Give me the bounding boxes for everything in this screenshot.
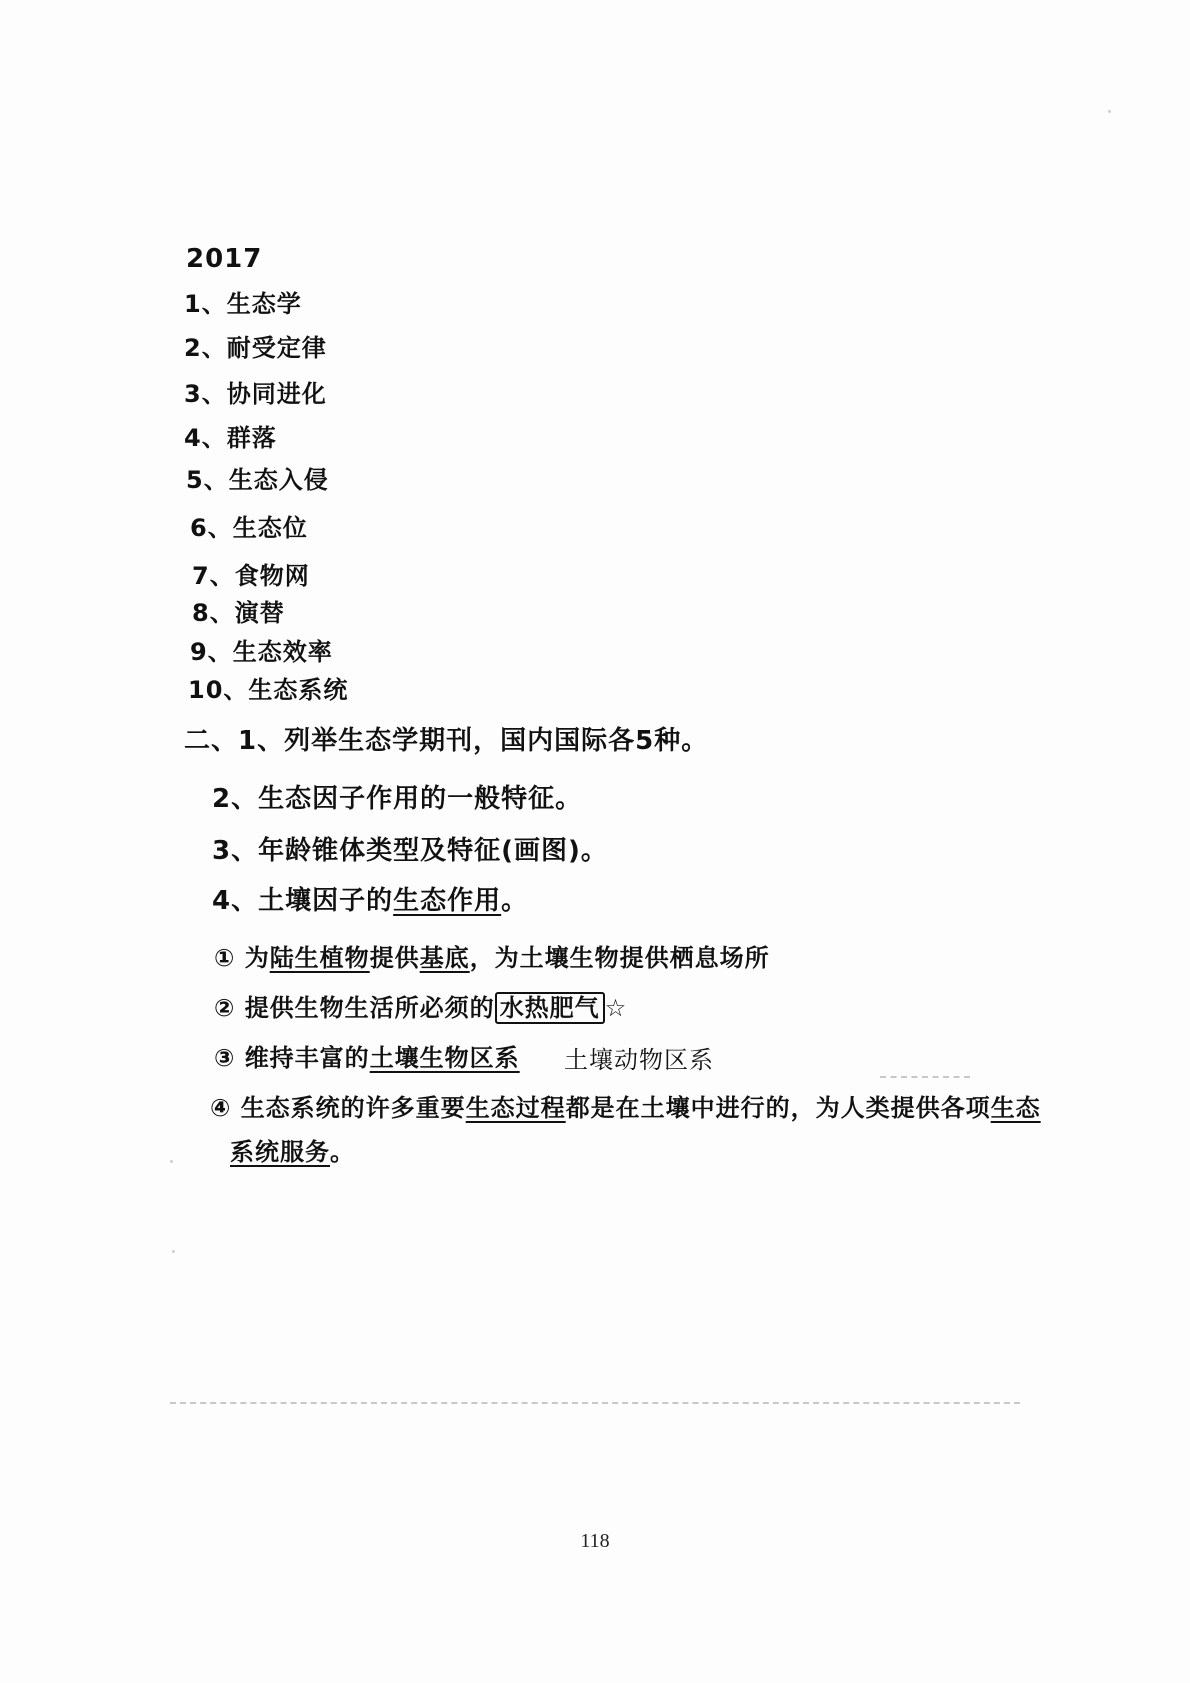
term-item bbox=[190, 632, 333, 667]
term-text: 协同进化 bbox=[226, 380, 327, 408]
scan-dash-line bbox=[170, 1402, 1020, 1404]
scan-speck bbox=[170, 1160, 173, 1163]
answer-text: ，为土壤生物提供栖息场所 bbox=[469, 944, 770, 972]
question-text: 土壤因子的 bbox=[258, 886, 394, 916]
answer-text: 提供生物生活所必须的 bbox=[244, 994, 495, 1022]
underlined-phrase: 土壤生物区系 bbox=[369, 1044, 520, 1072]
answer-item bbox=[214, 988, 627, 1023]
term-item bbox=[184, 328, 327, 363]
answer-number: ② bbox=[214, 994, 236, 1022]
underlined-phrase: 陆生植物 bbox=[269, 944, 370, 972]
answer-text: 都是在土壤中进行的，为人类提供各项 bbox=[565, 1094, 991, 1122]
underlined-phrase: 基底 bbox=[419, 944, 470, 972]
answer-text: 提供 bbox=[369, 944, 420, 972]
term-text: 耐受定律 bbox=[226, 334, 327, 362]
answer-number: ① bbox=[214, 944, 236, 972]
answer-number: ④ bbox=[210, 1094, 232, 1122]
question-number: 3、 bbox=[212, 836, 259, 866]
star-icon: ☆ bbox=[604, 994, 628, 1022]
answer-text: 维持丰富的 bbox=[244, 1044, 370, 1072]
term-text: 生态系统 bbox=[248, 676, 349, 704]
term-number: 9、 bbox=[190, 638, 233, 666]
answer-text: 。 bbox=[330, 1138, 355, 1166]
term-number: 7、 bbox=[192, 562, 235, 590]
term-item bbox=[184, 418, 277, 453]
answer-text: 生态系统的许多重要 bbox=[240, 1094, 466, 1122]
answer-number: ③ bbox=[214, 1044, 236, 1072]
answer-item bbox=[214, 1038, 520, 1073]
question-number: 2、 bbox=[212, 784, 259, 814]
term-number: 2、 bbox=[184, 334, 227, 362]
term-item bbox=[184, 284, 302, 319]
question-item bbox=[212, 830, 608, 867]
underlined-phrase: 生态作用 bbox=[393, 886, 502, 916]
term-number: 3、 bbox=[184, 380, 227, 408]
term-item bbox=[190, 508, 308, 543]
scan-speck bbox=[172, 1250, 175, 1253]
question-text: 列举生态学期刊，国内国际各5种。 bbox=[284, 726, 709, 756]
term-text: 生态位 bbox=[232, 514, 308, 542]
term-item bbox=[192, 593, 285, 628]
question-text: 。 bbox=[501, 886, 529, 916]
term-text: 生态入侵 bbox=[228, 466, 329, 494]
term-item bbox=[184, 374, 327, 409]
term-text: 食物网 bbox=[234, 562, 310, 590]
boxed-phrase: 水热肥气 bbox=[495, 992, 605, 1024]
question-text: 生态因子作用的一般特征。 bbox=[258, 784, 583, 814]
underlined-phrase: 系统服务 bbox=[230, 1138, 330, 1166]
year-heading: 2017 bbox=[186, 244, 263, 274]
term-number: 4、 bbox=[184, 424, 227, 452]
term-item bbox=[192, 556, 310, 591]
section-marker: 二、 bbox=[184, 726, 239, 756]
side-note: 土壤动物区系 bbox=[564, 1046, 714, 1074]
term-text: 群落 bbox=[226, 424, 277, 452]
term-item bbox=[186, 460, 329, 495]
page-number: 118 bbox=[580, 1530, 610, 1552]
answer-item bbox=[210, 1088, 1041, 1123]
term-text: 生态效率 bbox=[232, 638, 333, 666]
underlined-phrase: 生态 bbox=[990, 1094, 1041, 1122]
question-number: 1、 bbox=[238, 726, 285, 756]
term-number: 10、 bbox=[188, 676, 249, 704]
scan-dash-line bbox=[880, 1076, 970, 1078]
question-text: 年龄锥体类型及特征(画图)。 bbox=[258, 836, 608, 866]
term-number: 1、 bbox=[184, 290, 227, 318]
term-number: 6、 bbox=[190, 514, 233, 542]
question-item bbox=[212, 778, 582, 815]
underlined-phrase: 生态过程 bbox=[465, 1094, 566, 1122]
scan-speck bbox=[1108, 110, 1111, 113]
question-number: 4、 bbox=[212, 886, 259, 916]
question-item bbox=[212, 880, 528, 917]
answer-text: 为 bbox=[244, 944, 270, 972]
question-item bbox=[184, 720, 708, 757]
term-number: 5、 bbox=[186, 466, 229, 494]
term-number: 8、 bbox=[192, 599, 235, 627]
term-item bbox=[188, 670, 348, 705]
term-text: 生态学 bbox=[226, 290, 302, 318]
answer-item bbox=[214, 938, 770, 973]
answer-continuation bbox=[230, 1132, 355, 1167]
term-text: 演替 bbox=[234, 599, 285, 627]
